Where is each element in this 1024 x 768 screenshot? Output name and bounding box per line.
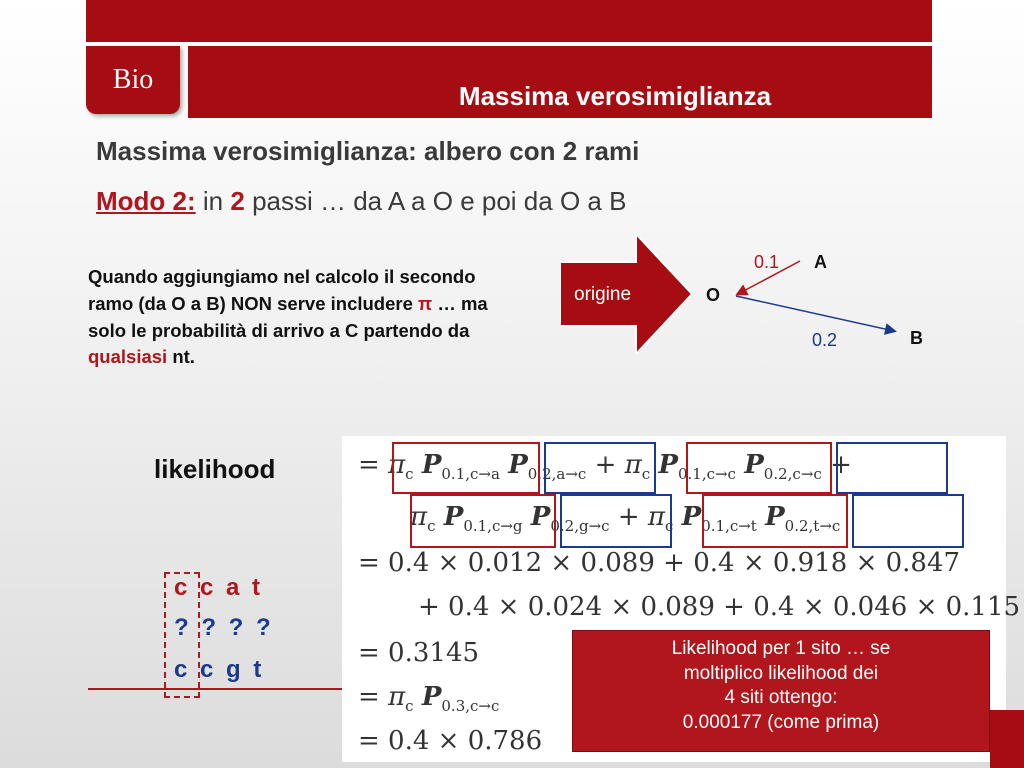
plus-sign: + [617, 502, 640, 532]
p-subscript-7: 0.1,c→t [701, 517, 757, 536]
subtitle: Massima verosimiglianza: albero con 2 rami [96, 136, 640, 166]
origin-label: origine [574, 284, 632, 305]
equals-sign: = [358, 450, 389, 480]
plus-sign: + [830, 450, 852, 480]
formula-line-5: = 0.3145 [358, 638, 480, 668]
modo-label: Modo 2: [96, 186, 196, 216]
modo-two: 2 [230, 186, 245, 216]
equals-sign: = [358, 682, 389, 712]
p-subscript-5: 0.1,c→g [463, 517, 523, 536]
bio-tab[interactable] [86, 46, 180, 114]
pi-symbol: π [624, 450, 642, 480]
p-subscript-3: 0.1,c→c [677, 465, 736, 484]
pi-symbol: π [410, 502, 428, 532]
modo-line [96, 186, 626, 217]
highlight-box-blue [560, 494, 672, 548]
page-title: Massima verosimiglianza [458, 81, 772, 111]
p-symbol: P [421, 450, 442, 480]
highlight-box-red [686, 442, 832, 494]
pi-subscript: c [427, 517, 436, 536]
formula-line-7: = 0.4 × 0.786 [358, 726, 543, 756]
modo-rest: passi … da A a O e poi da O a B [252, 186, 627, 216]
bio-tab-label: Bio [112, 64, 154, 95]
para-part2: … ma solo le probabilità di arrivo a C partendo da [88, 292, 488, 341]
formula-line-3: = 0.4 × 0.012 × 0.089 + 0.4 × 0.918 × 0.847 [358, 548, 961, 578]
highlight-box-blue [544, 442, 656, 494]
highlight-box-red [702, 494, 848, 548]
p-symbol: P [681, 502, 702, 532]
branch-arrows [560, 234, 940, 364]
pi-subscript: c [664, 517, 674, 536]
pi-symbol: π [418, 292, 433, 314]
callout-line-2: moltiplico likelihood dei [683, 662, 879, 684]
p-symbol: P [530, 502, 551, 532]
node-b: B [910, 328, 923, 348]
branch-a-length: 0.1 [754, 252, 780, 272]
callout-box [572, 630, 990, 752]
pi-subscript: c [405, 465, 414, 484]
divider-line [88, 688, 350, 690]
node-a: A [814, 252, 827, 272]
pi-symbol: π [388, 682, 406, 712]
callout-line-3: 4 siti ottengo: [724, 687, 838, 709]
explanation-paragraph [88, 264, 508, 371]
pi-symbol: π [647, 502, 665, 532]
likelihood-label: likelihood [154, 454, 276, 484]
para-part1: Quando aggiungiamo nel calcolo il secondo ramo (da O a B) NON serve includere [88, 266, 476, 314]
branch-b-length: 0.2 [812, 330, 838, 350]
pi-subscript: c [641, 465, 651, 484]
p-symbol: P [421, 682, 442, 712]
corner-decoration [990, 710, 1024, 768]
p-subscript-9: 0.3,c→c [441, 697, 500, 716]
title-bar [188, 46, 932, 118]
p-subscript-1: 0.1,c→a [441, 465, 500, 484]
p-symbol: P [443, 502, 464, 532]
p-symbol: P [744, 450, 764, 480]
pi-subscript: c [405, 697, 414, 716]
modo-in: in [202, 186, 224, 216]
p-subscript-2: 0.2,a→c [527, 465, 587, 484]
callout-line-1: Likelihood per 1 sito … se [671, 638, 891, 659]
sequence-row-3: c c g t [174, 656, 265, 683]
highlight-box-red [410, 494, 556, 548]
p-symbol: P [508, 450, 528, 480]
sequence-row-2: ? ? ? ? [174, 614, 274, 641]
pi-symbol: π [388, 450, 406, 480]
tree-diagram [560, 234, 940, 364]
p-subscript-4: 0.2,c→c [763, 465, 822, 484]
plus-sign: + [594, 450, 617, 480]
p-subscript-6: 0.2,g→c [550, 517, 610, 536]
qualsiasi-word: qualsiasi [88, 346, 168, 368]
para-part3: nt. [167, 346, 195, 368]
formula-line-6 [358, 682, 499, 715]
p-symbol: P [658, 450, 678, 480]
formula-line-4: + 0.4 × 0.024 × 0.089 + 0.4 × 0.046 × 0.115 [418, 592, 1021, 622]
highlight-box-red [392, 442, 540, 494]
sequence-row-1: c c a t [174, 574, 264, 601]
p-subscript-8: 0.2,t→c [784, 517, 841, 536]
p-symbol: P [765, 502, 785, 532]
node-o: O [706, 285, 721, 305]
highlight-box-blue [852, 494, 964, 548]
highlight-box-blue [836, 442, 948, 494]
top-bar [86, 0, 932, 42]
callout-line-4: 0.000177 (come prima) [682, 712, 880, 734]
